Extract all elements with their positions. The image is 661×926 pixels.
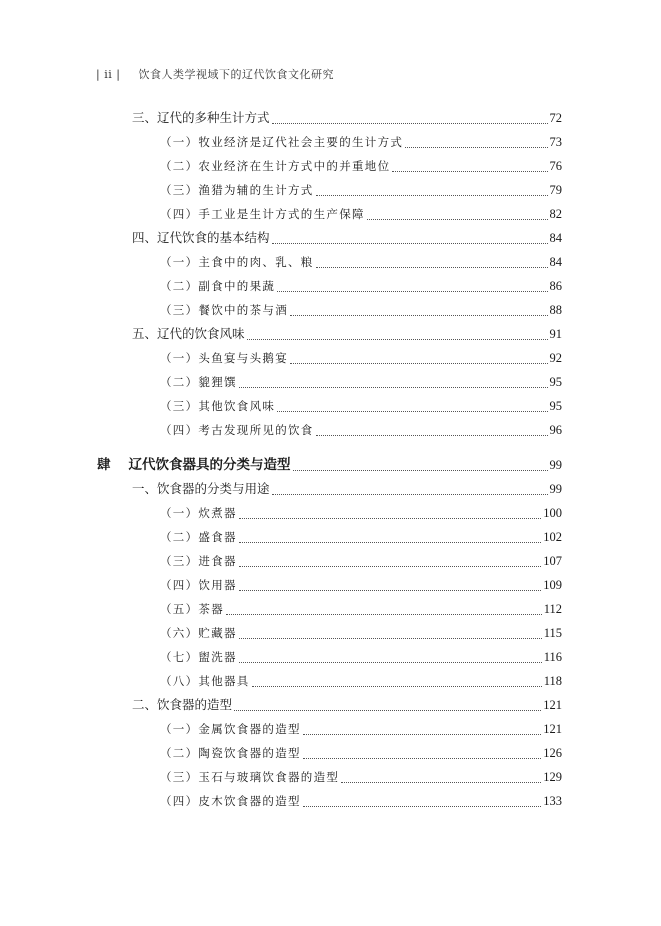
toc-subsection-entry <box>160 253 562 271</box>
toc-entry-page: 133 <box>543 794 562 808</box>
toc-entry-page: 129 <box>543 770 562 784</box>
toc-entry-title: 四、辽代饮食的基本结构 <box>132 230 270 245</box>
dot-leader <box>316 423 548 436</box>
toc-entry-page: 86 <box>549 279 562 293</box>
toc-entry-title: 辽代饮食器具的分类与造型 <box>128 457 291 473</box>
toc-entry-page: 72 <box>549 111 562 125</box>
toc-entry-title: （四）皮木饮食器的造型 <box>160 794 301 808</box>
toc-subsection-entry <box>160 600 562 618</box>
dot-leader <box>341 770 541 783</box>
toc-entry-page: 118 <box>543 674 562 688</box>
toc-entry-title: （五）茶器 <box>160 602 224 616</box>
toc-entry-title: （二）农业经济在生计方式中的并重地位 <box>160 159 391 173</box>
dot-leader <box>239 530 541 543</box>
dot-leader <box>290 351 548 364</box>
toc-entry-page: 102 <box>543 530 562 544</box>
dot-leader <box>290 303 548 316</box>
toc-subsection-entry <box>160 528 562 546</box>
toc-entry-title: （三）其他饮食风味 <box>160 399 276 413</box>
toc-entry-title: （三）进食器 <box>160 554 237 568</box>
dot-leader <box>272 111 548 124</box>
dot-leader <box>239 578 541 591</box>
toc-subsection-entry <box>160 133 562 151</box>
toc-entry-title: 一、饮食器的分类与用途 <box>132 481 270 496</box>
dot-leader <box>272 231 548 244</box>
toc-entry-page: 79 <box>549 183 562 197</box>
toc-subsection-entry <box>160 157 562 175</box>
toc-entry-page: 100 <box>543 506 562 520</box>
toc-section-entry <box>132 229 562 247</box>
toc-entry-page: 76 <box>549 159 562 173</box>
toc-entry-title: （二）副食中的果蔬 <box>160 279 276 293</box>
book-title: 饮食人类学视域下的辽代饮食文化研究 <box>138 68 334 81</box>
toc-section-entry <box>132 109 562 127</box>
dot-leader <box>247 327 548 340</box>
toc-entry-page: 82 <box>549 207 562 221</box>
toc-subsection-entry <box>160 720 562 738</box>
toc-subsection-entry <box>160 576 562 594</box>
toc-subsection-entry <box>160 624 562 642</box>
dot-leader <box>303 722 541 735</box>
toc-entry-title: 五、辽代的饮食风味 <box>132 326 245 341</box>
toc-subsection-entry <box>160 181 562 199</box>
dot-leader <box>277 279 547 292</box>
dot-leader <box>239 650 542 663</box>
dot-leader <box>293 458 548 471</box>
toc-entry-title: （一）主食中的肉、乳、粮 <box>160 255 314 269</box>
toc-entry-title: （一）牧业经济是辽代社会主要的生计方式 <box>160 135 404 149</box>
toc-subsection-entry <box>160 277 562 295</box>
toc-entry-title: （四）考古发现所见的饮食 <box>160 423 314 437</box>
toc-entry-title: （三）餐饮中的茶与酒 <box>160 303 288 317</box>
toc-section-entry <box>132 696 562 714</box>
toc-subsection-entry <box>160 397 562 415</box>
toc-entry-title: （八）其他器具 <box>160 674 250 688</box>
toc-entry-title: （二）陶瓷饮食器的造型 <box>160 746 301 760</box>
toc-entry-title: （三）渔猎为辅的生计方式 <box>160 183 314 197</box>
toc-section-entry <box>132 325 562 343</box>
dot-leader <box>239 506 541 519</box>
toc-subsection-entry <box>160 349 562 367</box>
toc-section-entry <box>132 480 562 498</box>
toc-entry-page: 99 <box>549 458 562 472</box>
toc-entry-title: 二、饮食器的造型 <box>132 697 233 712</box>
toc-entry-page: 121 <box>543 722 562 736</box>
toc-entry-page: 109 <box>543 578 562 592</box>
toc-entry-page: 88 <box>549 303 562 317</box>
toc-subsection-entry <box>160 768 562 786</box>
toc-entry-page: 96 <box>549 423 562 437</box>
toc-subsection-entry <box>160 744 562 762</box>
toc-subsection-entry <box>160 421 562 439</box>
toc-entry-page: 116 <box>543 650 562 664</box>
toc-chapter-entry <box>97 456 562 474</box>
toc-entry-page: 95 <box>549 375 562 389</box>
dot-leader <box>252 674 542 687</box>
chapter-number: 肆 <box>97 457 111 473</box>
toc-entry-page: 115 <box>543 626 562 640</box>
dot-leader <box>239 554 541 567</box>
dot-leader <box>239 626 542 639</box>
dot-leader <box>303 746 541 759</box>
toc-entry-page: 126 <box>543 746 562 760</box>
toc-entry-title: （六）贮藏器 <box>160 626 237 640</box>
toc-subsection-entry <box>160 205 562 223</box>
toc-entry-title: （一）炊煮器 <box>160 506 237 520</box>
page-number-label: | ii | <box>96 68 121 81</box>
toc-entry-title: （一）头鱼宴与头鹅宴 <box>160 351 288 365</box>
toc-entry-page: 107 <box>543 554 562 568</box>
dot-leader <box>239 375 548 388</box>
dot-leader <box>277 399 547 412</box>
dot-leader <box>367 207 548 220</box>
toc-entry-page: 95 <box>549 399 562 413</box>
toc-subsection-entry <box>160 373 562 391</box>
dot-leader <box>234 698 541 711</box>
toc-entry-title: （四）饮用器 <box>160 578 237 592</box>
dot-leader <box>405 135 547 148</box>
toc-entry-page: 91 <box>549 327 562 341</box>
toc-entry-title: （七）盥洗器 <box>160 650 237 664</box>
toc-subsection-entry <box>160 301 562 319</box>
toc-entry-title: （二）盛食器 <box>160 530 237 544</box>
dot-leader <box>226 602 542 615</box>
dot-leader <box>272 482 548 495</box>
dot-leader <box>392 159 547 172</box>
toc-entry-page: 121 <box>543 698 562 712</box>
toc-entry-title: （四）手工业是生计方式的生产保障 <box>160 207 365 221</box>
toc-entry-title: （三）玉石与玻璃饮食器的造型 <box>160 770 340 784</box>
toc-entry-title: （二）貔狸馔 <box>160 375 237 389</box>
toc-subsection-entry <box>160 672 562 690</box>
dot-leader <box>303 794 541 807</box>
toc-entry-page: 73 <box>549 135 562 149</box>
toc-subsection-entry <box>160 792 562 810</box>
toc-entry-page: 84 <box>549 231 562 245</box>
dot-leader <box>316 183 548 196</box>
dot-leader <box>316 255 548 268</box>
toc-subsection-entry <box>160 504 562 522</box>
toc-subsection-entry <box>160 648 562 666</box>
toc-entry-page: 92 <box>549 351 562 365</box>
toc-entry-title: 三、辽代的多种生计方式 <box>132 110 270 125</box>
toc-subsection-entry <box>160 552 562 570</box>
toc-entry-page: 112 <box>543 602 562 616</box>
toc-entry-title: （一）金属饮食器的造型 <box>160 722 301 736</box>
toc-entry-page: 99 <box>549 482 562 496</box>
toc-entry-page: 84 <box>549 255 562 269</box>
running-header <box>96 66 334 82</box>
